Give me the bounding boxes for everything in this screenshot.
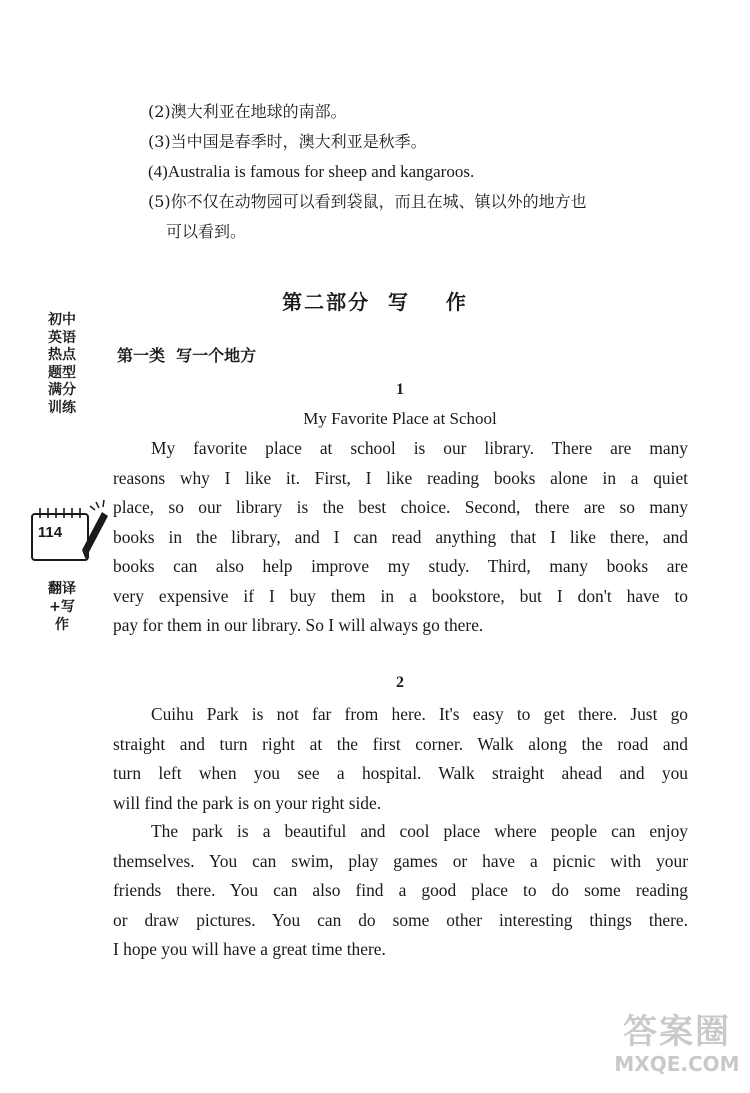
translation-answers	[148, 97, 708, 247]
essay-line: books in the library, and I can read anything that I like there, and	[113, 526, 688, 547]
essay-line: friends there. You can also find a good place to do some reading	[113, 880, 688, 900]
essay-line: turn left when you see a hospital. Walk straight ahead and you	[113, 763, 688, 783]
sidebar-book-title: 初中英语热点题型满分训练	[48, 312, 76, 416]
essay-1-title: My Favorite Place at School	[303, 409, 497, 428]
essay-line: I hope you will have a great time there.	[113, 939, 386, 959]
essay-line: reasons why I like it. First, I like reading books alone in a quiet	[113, 467, 688, 488]
sidebar-section: 翻译+写作	[48, 581, 76, 633]
category-heading: 第一类 写一个地方	[117, 346, 257, 365]
answer-5: (5)你不仅在动物园可以看到袋鼠，而且在城、镇以外的地方也	[148, 192, 587, 211]
essay-line: themselves. You can swim, play games or have a picnic with your	[113, 850, 688, 871]
essay-line: The park is a beautiful and cool place where people can enjoy	[151, 821, 688, 841]
watermark-text: 答案圈	[623, 1012, 731, 1052]
answer-3: (3)当中国是春季时，澳大利亚是秋季。	[148, 132, 427, 151]
answer-5-continued: 可以看到。	[166, 222, 247, 241]
essay-line: straight and turn right at the first corner. Walk along the road and	[113, 733, 688, 754]
answer-2: (2)澳大利亚在地球的南部。	[148, 102, 347, 121]
essay-2-paragraph-2	[113, 817, 688, 965]
essay-2-number: 2	[396, 674, 404, 691]
essay-line: or draw pictures. You can do some other interesting things there.	[113, 909, 688, 930]
essay-line: pay for them in our library. So I will always go there.	[113, 615, 484, 635]
watermark-url: MXQE.COM	[614, 1052, 740, 1076]
essay-line: very expensive if I buy them in a bookstore, but I don't have to	[113, 585, 688, 606]
essay-line: will find the park is on your right side.	[113, 792, 382, 813]
essay-1-body	[113, 434, 688, 641]
essay-2-paragraph-1	[113, 700, 688, 818]
essay-line: Cuihu Park is not far from here. It's easy to get there. Just go	[151, 704, 688, 724]
essay-1-number: 1	[396, 381, 404, 398]
part-title: 第二部分 写 作	[282, 290, 468, 314]
essay-line: place, so our library is the best choice. Second, there are so many	[113, 497, 688, 517]
answer-4: (4)Australia is famous for sheep and kangaroos.	[148, 162, 475, 181]
watermark-logo	[612, 1000, 742, 1085]
essay-line: books can also help improve my study. Third, many books are	[113, 556, 688, 576]
essay-line: My favorite place at school is our library. There are many	[151, 438, 688, 458]
page-number: 114	[37, 524, 63, 541]
